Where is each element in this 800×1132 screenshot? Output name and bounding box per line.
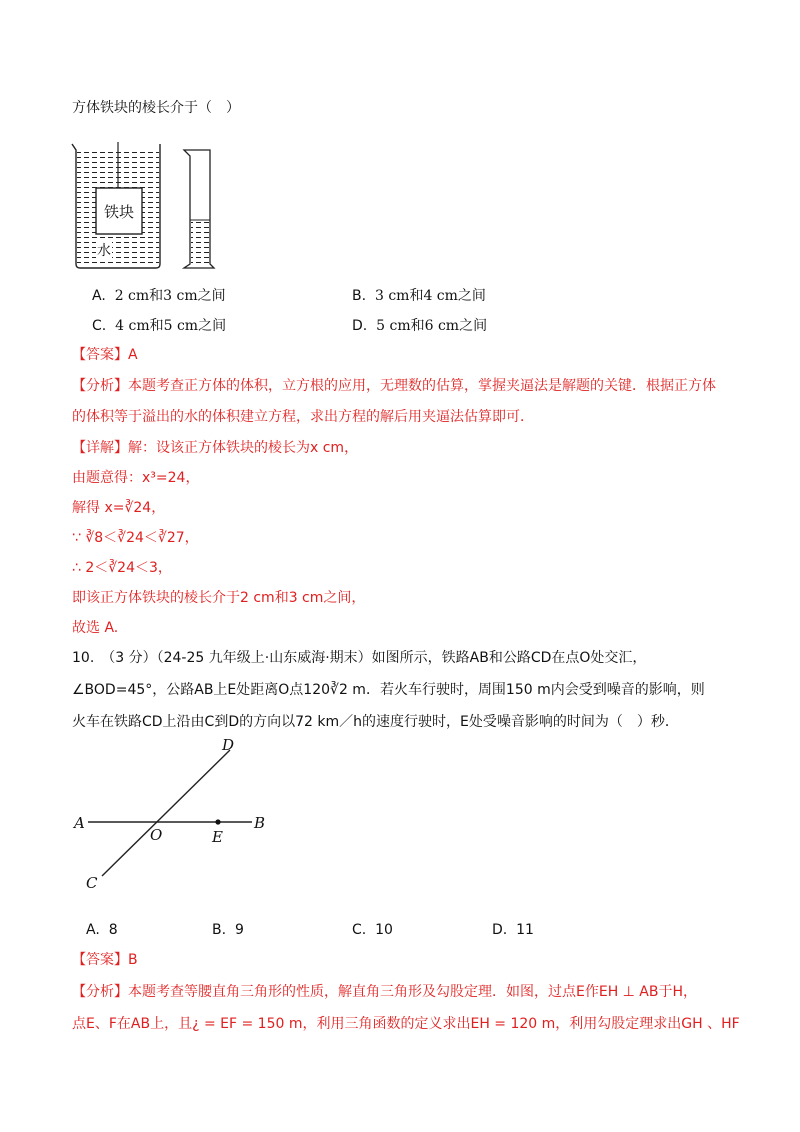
iron-block-label: 铁块 (103, 203, 135, 221)
question-10-stem-line-3: 火车在铁路CD上沿由C到D的方向以72 km／h的速度行驶时，E处受噪音影响的时间为（ ）秒． (72, 714, 679, 730)
option-text: 9 (234, 922, 244, 938)
analysis-tag: 【分析】 (72, 984, 128, 1000)
option-text: 4 cm和5 cm之间 (115, 318, 227, 334)
analysis-text: 本题考查等腰直角三角形的性质，解直角三角形及勾股定理．如图，过点E作EH ⊥ AB于H， (128, 984, 698, 1000)
q10-option-b (212, 920, 244, 940)
question-10-stem-line-1: 10. （3 分）（24-25 九年级上·山东威海·期末）如图所示，铁路AB和公路CD在点O处交汇， (72, 650, 647, 666)
q9-detail-line-5: ∴ 2＜∛24＜3， (72, 560, 172, 576)
answer-value: A (128, 347, 138, 363)
q9-detail-line-7: 故选 A. (72, 620, 119, 636)
q9-analysis-line-2: 的体积等于溢出的水的体积建立方程，求出方程的解后用夹逼法估算即可． (72, 409, 534, 425)
line-cd (102, 750, 230, 876)
option-text: 2 cm和3 cm之间 (114, 288, 226, 304)
answer-tag: 【答案】 (72, 347, 128, 363)
option-text: 10 (375, 922, 393, 938)
label-o: O (150, 826, 163, 844)
answer-tag: 【答案】 (72, 952, 128, 968)
option-letter: B. (352, 288, 367, 304)
q9-analysis-line-1 (72, 376, 716, 396)
q9-detail-line-1 (72, 438, 358, 458)
label-d: D (222, 736, 235, 754)
point-e (215, 819, 220, 824)
q10-analysis-line-1 (72, 982, 697, 1002)
label-e: E (212, 828, 223, 846)
q9-option-d (352, 316, 487, 336)
q9-option-b (352, 286, 486, 306)
label-b: B (254, 814, 266, 832)
q9-detail-line-2: 由题意得：x³=24， (72, 470, 200, 486)
option-letter: C. (352, 922, 367, 938)
detail-text: 解：设该正方体铁块的棱长为x cm， (128, 440, 359, 456)
option-letter: A. (86, 922, 100, 938)
option-letter: D. (492, 922, 508, 938)
q9-option-c (92, 316, 226, 336)
option-text: 5 cm和6 cm之间 (376, 318, 488, 334)
q10-option-a (86, 920, 118, 940)
q9-detail-line-6: 即该正方体铁块的棱长介于2 cm和3 cm之间， (72, 590, 366, 606)
q10-analysis-line-2: 点E、F在AB上，且¿ = EF = 150 m，利用三角函数的定义求出EH = 120 m，利用勾股定理求出GH 、HF (72, 1016, 740, 1032)
option-letter: B. (212, 922, 227, 938)
question-10-stem-line-2: ∠BOD=45°，公路AB上E处距离O点120∛2 m．若火车行驶时，周围150 m内会受到噪音的影响，则 (72, 682, 705, 698)
option-letter: D. (352, 318, 368, 334)
q10-answer (72, 950, 138, 970)
detail-tag: 【详解】 (72, 440, 128, 456)
question-9-figure (68, 140, 228, 272)
q9-option-a (92, 286, 226, 306)
option-letter: C. (92, 318, 107, 334)
question-10-figure (66, 734, 286, 894)
answer-value: B (128, 952, 138, 968)
q10-option-d (492, 920, 534, 940)
analysis-text: 本题考查正方体的体积，立方根的应用，无理数的估算，掌握夹逼法是解题的关键．根据正方体 (128, 378, 716, 394)
option-text: 8 (108, 922, 118, 938)
option-letter: A. (92, 288, 106, 304)
q9-answer (72, 345, 138, 365)
label-c: C (86, 874, 98, 892)
label-a: A (74, 814, 85, 832)
question-9-stem: 方体铁块的棱长介于（ ） (72, 100, 240, 116)
option-text: 11 (516, 922, 534, 938)
cylinder-water (191, 220, 209, 264)
analysis-tag: 【分析】 (72, 378, 128, 394)
water-label: 水 (97, 243, 111, 259)
option-text: 3 cm和4 cm之间 (374, 288, 486, 304)
q9-detail-line-3: 解得 x=∛24， (72, 500, 166, 516)
q9-detail-line-4: ∵ ∛8＜∛24＜∛27， (72, 530, 199, 546)
q10-option-c (352, 920, 393, 940)
